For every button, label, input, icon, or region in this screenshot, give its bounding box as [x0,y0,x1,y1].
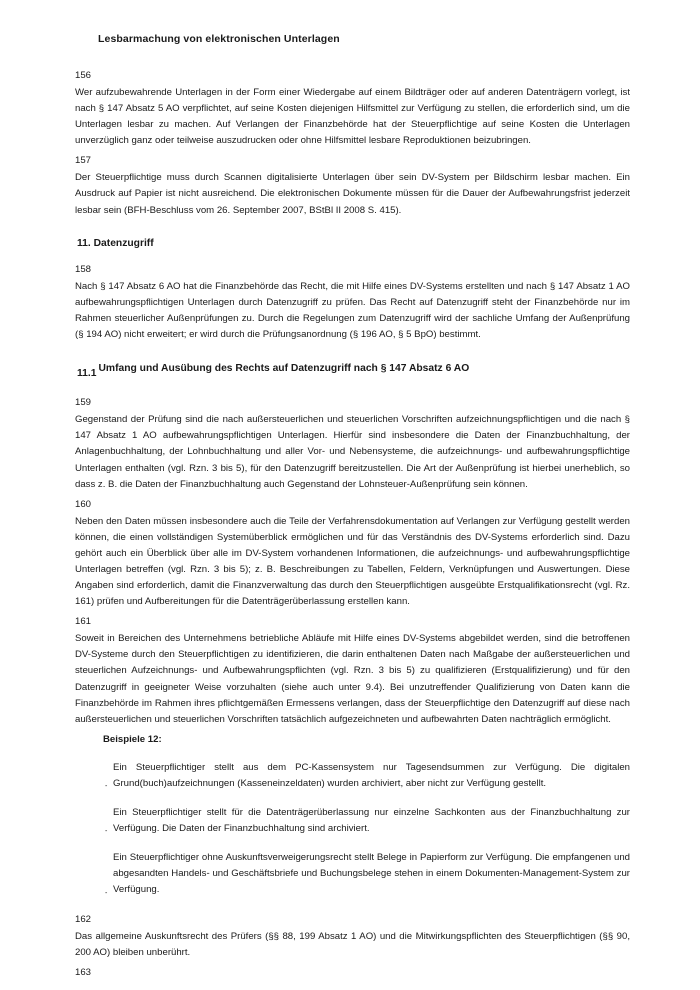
subsection-number: 11.1 [77,368,97,380]
bullet-dash-icon: - [105,828,108,836]
example-item [75,805,630,837]
paragraph-158 [75,262,630,343]
paragraph-text: Nach § 147 Absatz 6 AO hat die Finanzbehörde das Recht, die mit Hilfe eines DV-Systems erstellten und nach § 147 Absatz 1 AO aufbewahrungspflichtigen Unterlagen durch Datenzugriff zu prüfen. Das Recht auf Datenzugriff steht der Finanzbehörde nur im Rahmen steuerlicher Außenprüfungen zu. Durch die Regelungen zum Datenzugriff wird der sachliche Umfang der Außenprüfung (§ 194 AO) nicht erweitert; er wird durch die Prüfungsanordnung (§ 196 AO, § 5 BpO) bestimmt. [75,280,630,341]
paragraph-157 [75,153,630,218]
paragraph-160 [75,497,630,611]
example-text: Ein Steuerpflichtiger ohne Auskunftsverweigerungsrecht stellt Belege in Papierform zur Verfügung. Die empfangenen und abgesandten Handels- und Geschäftsbriefe und Buchungsbelege stehen in einem Dokumenten-Management-System zur Verfügung. [113,852,630,896]
document-body [75,68,630,982]
section-heading-datenzugriff: 11. Datenzugriff [77,237,154,249]
page-header-title: Lesbarmachung von elektronischen Unterlagen [98,33,340,45]
margin-number: 156 [75,70,92,81]
paragraph-text: Wer aufzubewahrende Unterlagen in der Form einer Wiedergabe auf einem Bildträger oder auf anderen Datenträgern vorlegt, ist nach § 147 Absatz 5 AO verpflichtet, auf seine Kosten diejenigen Hilfsmittel zur Verfügung zu stellen, die erforderlich sind, um die Unterlagen lesbar zu machen. Auf Verlangen der Finanzbehörde hat der Steuerpflichtige auf seine Kosten die Unterlagen unverzüglich ganz oder teilweise auszudrucken oder ohne Hilfsmittel lesbare Reproduktionen beizubringen. [75,87,630,147]
subsection-heading-umfang [77,361,630,382]
bullet-dash-icon: - [105,783,108,791]
margin-number: 162 [75,913,92,925]
paragraph-text: Der Steuerpflichtige muss durch Scannen digitalisierte Unterlagen über sein DV-System per Bildschirm lesbar machen. Ein Ausdruck auf Papier ist nicht ausreichend. Die elektronischen Dokumente müssen für die Dauer der Aufbewahrungsfrist jederzeit lesbar sein (BFH-Beschluss vom 26. September 2007, BStBl II 2008 S. 415). [75,172,630,216]
paragraph-text: Das allgemeine Auskunftsrecht des Prüfers (§§ 88, 199 Absatz 1 AO) und die Mitwirkungspflichten des Steuerpflichtigen (§§ 90, 200 AO) bleiben unberührt. [75,930,630,958]
paragraph-162 [75,912,630,961]
paragraph-text: Neben den Daten müssen insbesondere auch die Teile der Verfahrensdokumentation auf Verlangen zur Verfügung gestellt werden können, die einen vollständigen Systemüberblick ermöglichen und für das Verständnis des DV-Systems erforderlich sind. Dazu gehört auch ein Überblick über alle im DV-System vorhandenen Informationen, die aufzeichnungs- und aufbewahrungspflichtige Unterlagen betreffen (vgl. Rzn. 3 bis 5); z. B. Beschreibungen zu Tabellen, Feldern, Verknüpfungen und Auswertungen. Diese Angaben sind erforderlich, damit die Finanzverwaltung das durch den Steuerpflichtigen ausgeübte Erstqualifikationsrecht (vgl. Rz. 161) prüfen und Aufbereitungen für die Datenträgerüberlassung erstellen kann. [75,515,630,608]
example-item [75,850,630,898]
margin-number: 159 [75,397,92,409]
example-text: Ein Steuerpflichtiger stellt für die Datenträgerüberlassung nur einzelne Sachkonten aus der Finanzbuchhaltung zur Verfügung. Die Daten der Finanzbuchhaltung sind archiviert. [113,807,630,835]
paragraph-163 [75,965,630,982]
margin-number: 163 [75,966,92,978]
paragraph-text: Soweit in Bereichen des Unternehmens betriebliche Abläufe mit Hilfe eines DV-Systems abgebildet werden, sind die betroffenen DV-Systeme durch den Steuerpflichtigen zu identifizieren, die darin enthaltenen Daten nach Maßgabe der außersteuerlichen und steuerlichen Aufzeichnungs- und Aufbewahrungspflichten (vgl. Rzn. 3 bis 5) zu qualifizieren (Erstqualifizierung) und für den Datenzugriff in geeigneter Weise vorzuhalten (siehe auch unter 9.4). Bei unzutreffender Qualifizierung von Daten kann die Finanzbehörde im Rahmen ihres pflichtgemäßen Ermessens verlangen, dass der Steuerpflichtige den Datenzugriff auf diese nach außersteuerlichen und steuerlichen Vorschriften tatsächlich aufgezeichneten und aufbewahrten Daten nachträglich ermöglicht. [75,633,630,725]
margin-number: 158 [75,263,92,275]
example-item [75,760,630,792]
paragraph-text: Gegenstand der Prüfung sind die nach außersteuerlichen und steuerlichen Vorschriften aufzeichnungspflichtigen und die nach § 147 Absatz 1 AO aufbewahrungspflichtigen Unterlagen. Hierfür sind insbesondere die Daten der Finanzbuchhaltung, der Anlagenbuchhaltung, der Lohnbuchhaltung und aller Vor- und Nebensysteme, die aufzeichnungs- und aufbewahrungspflichtige Unterlagen enthalten (vgl. Rzn. 3 bis 5), für den Datenzugriff bereitzustellen. Die Art der Außenprüfung ist hierbei unerheblich, so dass z. B. die Daten der Finanzbuchhaltung auch Gegenstand der Lohnsteuer-Außenprüfung sein können. [75,414,630,490]
margin-number: 160 [75,498,92,510]
examples-heading: Beispiele 12: [103,733,162,745]
bullet-dash-icon: - [105,889,108,897]
example-text: Ein Steuerpflichtiger stellt aus dem PC-Kassensystem nur Tagesendsummen zur Verfügung. Die digitalen Grund(buch)aufzeichnungen (Kasseneinzeldaten) wurden archiviert, aber nicht zur Verfügung gestellt. [113,761,630,789]
paragraph-159 [75,395,630,492]
paragraph-156 [75,68,630,149]
examples-list [75,760,630,899]
margin-number: 161 [75,616,92,628]
paragraph-161 [75,614,630,728]
margin-number: 157 [75,155,92,167]
subsection-title: Umfang und Ausübung des Rechts auf Datenzugriff nach § 147 Absatz 6 AO [98,363,470,375]
